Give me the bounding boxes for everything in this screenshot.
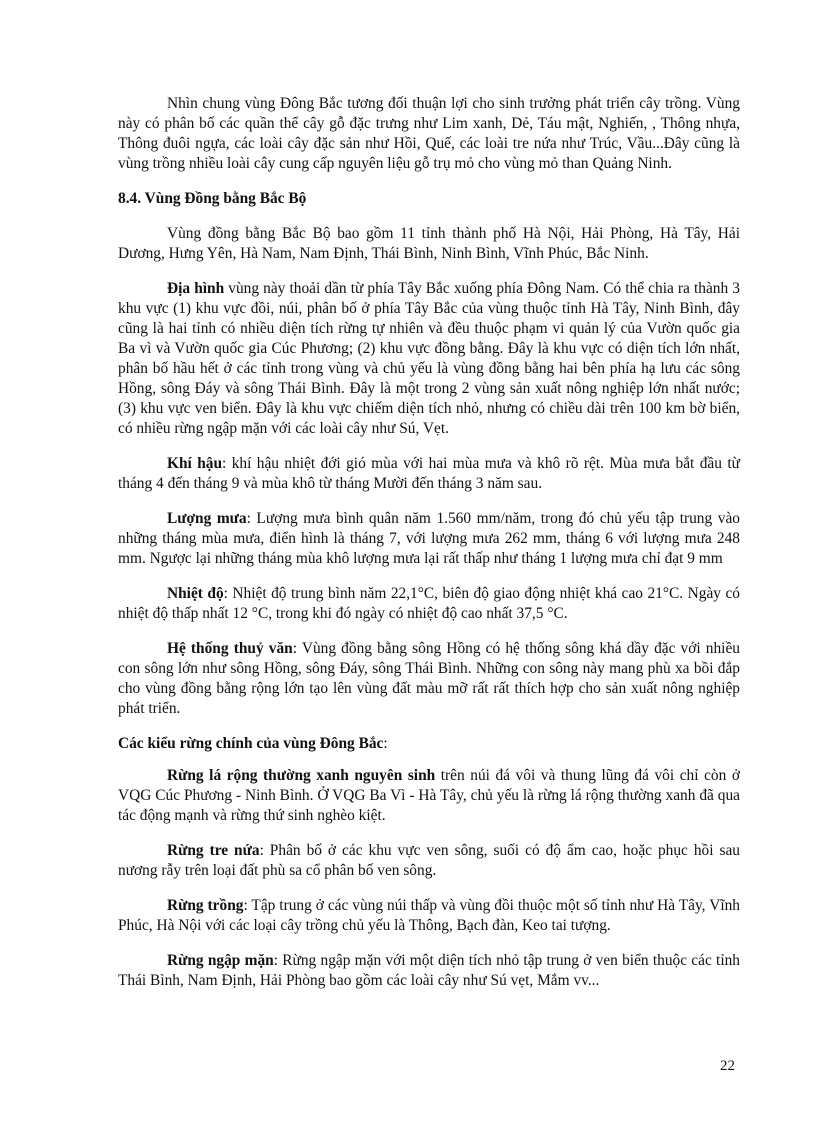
- hydrology-paragraph: [118, 639, 740, 719]
- forest-type-text: : Phân bố ở các khu vực ven sông, suối có độ ẩm cao, hoặc phục hồi sau nương rẫy trên loại đất phù sa cổ phân bố ven sông.: [118, 842, 740, 879]
- page-number: 22: [720, 1058, 735, 1074]
- intro-paragraph: Nhìn chung vùng Đông Bắc tương đối thuận lợi cho sinh trưởng phát triển cây trồng. Vùng này có phân bố các quần thể cây gỗ đặc trưng như Lim xanh, Dẻ, Táu mật, Nghiến, , Thông nhựa, Thông đuôi ngựa, các loài cây đặc sản như Hồi, Quế, các loài tre nứa như Trúc, Vầu...Đây cũng là vùng trồng nhiều loài cây cung cấp nguyên liệu gỗ trụ mỏ cho vùng mỏ than Quảng Ninh.: [118, 95, 740, 172]
- terrain-text: vùng này thoải dần từ phía Tây Bắc xuống phía Đông Nam. Có thể chia ra thành 3 khu vực (1) khu vực đồi, núi, phân bố ở phía Tây Bắc của vùng thuộc tỉnh Hà Tây, Ninh Bình, đây cũng là hai tỉnh có nhiều diện tích rừng tự nhiên và đều thuộc phạm vi quản lý của Vườn quốc gia Ba vì và Vườn quốc gia Cúc Phương; (2) khu vực đồng bằng. Đây là khu vực có diện tích lớn nhất, phân bố hầu hết ở các tỉnh trong vùng và chủ yếu là vùng đồng bằng hai bên phía hạ lưu các sông Hồng, sông Đáy và sông Thái Bình. Đây là một trong 2 vùng sản xuất nông nghiệp lớn nhất nước; (3) khu vực ven biển. Đây là khu vực chiếm diện tích nhỏ, nhưng có chiều dài trên 100 km bờ biển, có nhiều rừng ngập mặn với các loài cây như Sú, Vẹt.: [118, 280, 740, 437]
- overview-paragraph: Vùng đồng bằng Bắc Bộ bao gồm 11 tỉnh thành phố Hà Nội, Hải Phòng, Hà Tây, Hải Dương, Hưng Yên, Hà Nam, Nam Định, Thái Bình, Ninh Bình, Vĩnh Phúc, Bắc Ninh.: [118, 225, 740, 262]
- temperature-term: Nhiệt độ: [167, 585, 224, 602]
- hydrology-term: Hệ thống thuỷ văn: [167, 640, 293, 657]
- forest-type-item: [118, 766, 740, 826]
- forest-type-item: [118, 951, 740, 991]
- forest-types-heading: [118, 734, 740, 754]
- document-page: [118, 94, 740, 991]
- rainfall-term: Lượng mưa: [167, 510, 247, 527]
- forest-type-text: trên núi đá vôi và thung lũng đá vôi chỉ còn ở VQG Cúc Phương - Ninh Bình. Ở VQG Ba Vì - Hà Tây, chủ yếu là rừng lá rộng thường xanh đã qua tác động mạnh và rừng thứ sinh nghèo kiệt.: [118, 767, 740, 824]
- climate-paragraph: [118, 454, 740, 494]
- climate-term: Khí hậu: [167, 455, 223, 472]
- forest-types-heading-colon: :: [383, 735, 388, 752]
- forest-type-term: Rừng ngập mặn: [167, 952, 274, 969]
- forest-type-term: Rừng tre nứa: [167, 842, 260, 859]
- forest-type-term: Rừng lá rộng thường xanh nguyên sinh: [167, 767, 436, 784]
- terrain-paragraph: [118, 279, 740, 439]
- forest-type-item: [118, 841, 740, 881]
- terrain-term: Địa hình: [167, 280, 225, 297]
- temperature-paragraph: [118, 584, 740, 624]
- temperature-text: : Nhiệt độ trung bình năm 22,1°C, biên độ giao động nhiệt khá cao 21°C. Ngày có nhiệt độ thấp nhất 12 °C, trong khi đó ngày có nhiệt độ cao nhất 37,5 °C.: [118, 585, 740, 622]
- rainfall-text: : Lượng mưa bình quân năm 1.560 mm/năm, trong đó chủ yếu tập trung vào những tháng mùa mưa, điển hình là tháng 7, với lượng mưa 262 mm, tháng 6 với lượng mưa 248 mm. Ngược lại những tháng mùa khô lượng mưa lại rất thấp như tháng 1 lượng mưa chỉ đạt 9 mm: [118, 510, 740, 567]
- hydrology-text: : Vùng đồng bằng sông Hồng có hệ thống sông khá dầy đặc với nhiều con sông lớn như sông Hồng, sông Đáy, sông Thái Bình. Những con sông này mang phù xa bồi đắp cho vùng đồng bằng rộng lớn tạo lên vùng đất màu mỡ rất rất thích hợp cho sản xuất nông nghiệp phát triển.: [118, 640, 740, 717]
- forest-type-text: : Rừng ngập mặn với một diện tích nhỏ tập trung ở ven biển thuộc các tỉnh Thái Bình, Nam Định, Hải Phòng bao gồm các loài cây như Sú vẹt, Mắm vv...: [118, 952, 741, 989]
- forest-type-item: [118, 896, 740, 936]
- rainfall-paragraph: [118, 509, 740, 569]
- section-heading: 8.4. Vùng Đồng bằng Bắc Bộ: [118, 190, 307, 207]
- forest-type-term: Rừng trồng: [167, 897, 244, 914]
- forest-types-heading-text: Các kiểu rừng chính của vùng Đông Bắc: [118, 735, 384, 752]
- climate-text: : khí hậu nhiệt đới gió mùa với hai mùa mưa và khô rõ rệt. Mùa mưa bắt đầu từ tháng 4 đến tháng 9 và mùa khô từ tháng Mười đến tháng 3 năm sau.: [118, 455, 740, 492]
- forest-type-text: : Tập trung ở các vùng núi thấp và vùng đồi thuộc một số tỉnh như Hà Tây, Vĩnh Phúc, Hà Nội với các loại cây trồng chủ yếu là Thông, Bạch đàn, Keo tai tượng.: [118, 897, 740, 934]
